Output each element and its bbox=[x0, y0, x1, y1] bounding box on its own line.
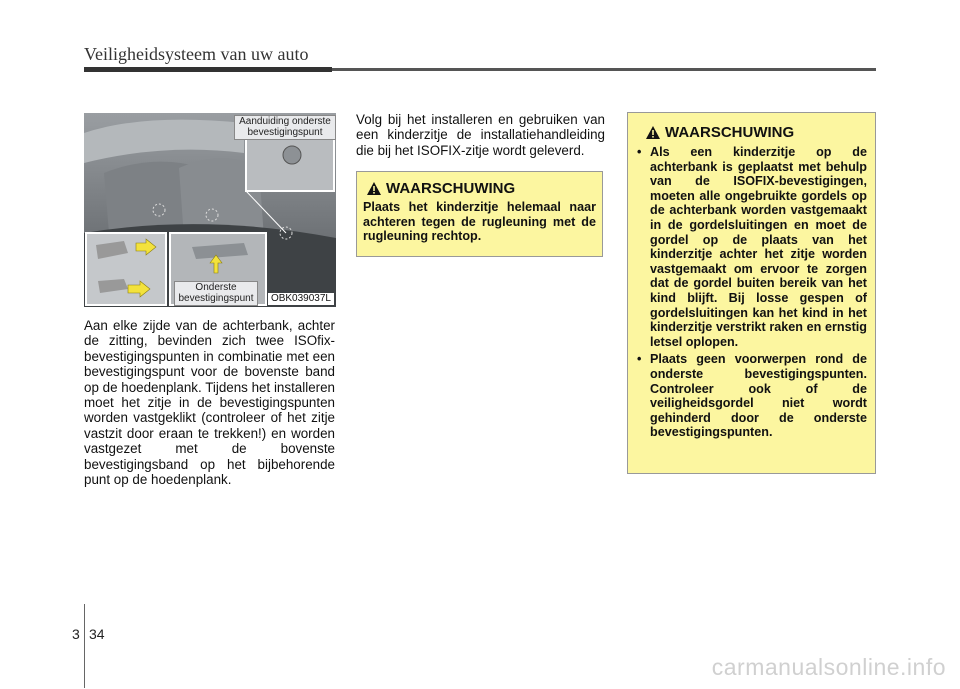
warning-small-text: Plaats het kinderzitje helemaal naar achteren tegen de rugleuning met de rugleuning rechtop. bbox=[363, 200, 596, 244]
warning-list-item-text: Plaats geen voorwerpen rond de onderste bevestigingspunten. Controleer ook of de veiligheidsgordel niet wordt gehinderd door de onderste bevestigingspunten. bbox=[650, 352, 867, 440]
warning-triangle-icon bbox=[367, 182, 381, 195]
warning-small-header bbox=[367, 180, 596, 197]
warning-list-item-text: Als een kinderzitje op de achterbank is geplaatst met behulp van de ISOFIX-bevestigingen, moeten alle ongebruikte gordels op de achterbank worden vastgemaakt in de gordelsluitingen en moet de gordel op de plaats van het kinderzitje achter het zitje worden vastgemaakt om ervoor te zorgen dat de gordel buiten bereik van het kind blijft. Bij losse gespen of gordelsluitingen kan het kind in het kinderzitje verstrikt raken en ernstig letsel oplopen. bbox=[650, 145, 867, 349]
chapter-number: 3 bbox=[72, 626, 80, 642]
warning-list-item bbox=[636, 352, 867, 440]
warning-triangle-icon bbox=[646, 126, 660, 139]
warning-large-list bbox=[636, 145, 867, 440]
bullet: • bbox=[637, 145, 642, 159]
middle-paragraph: Volg bij het installeren en gebruiken van een kinderzitje de installatiehandleiding die bij het ISOFIX-zitje wordt geleverd. bbox=[356, 112, 605, 158]
page-number-divider bbox=[84, 604, 85, 688]
callout-bottom: Onderste bevestigingspunt bbox=[174, 281, 258, 306]
warning-small-title: WAARSCHUWING bbox=[386, 180, 516, 197]
callout-top: Aanduiding onderste bevestigingspunt bbox=[234, 115, 336, 140]
warning-large-title: WAARSCHUWING bbox=[665, 124, 795, 141]
page-header-title: Veiligheidsysteem van uw auto bbox=[84, 44, 309, 64]
rear-seat-illustration bbox=[84, 113, 336, 307]
header-rule bbox=[84, 68, 876, 71]
left-paragraph: Aan elke zijde van de achterbank, achter de zitting, bevinden zich twee ISOfix-bevestigingspunten in combinatie met een bevestigingspunt voor de bovenste band op de hoedenplank. Tijdens het installeren moet het zitje in de bevestigingspunten worden vastgeklikt (controleer of het zitje vastzit door eraan te trekken!) en worden vastgezet met de bovenste bevestigingsband op het bijbehorende punt op de hoedenplank. bbox=[84, 318, 335, 488]
warning-box-large bbox=[627, 112, 876, 474]
warning-large-header bbox=[646, 124, 867, 141]
warning-list-item bbox=[636, 145, 867, 349]
isofix-figure bbox=[84, 113, 336, 307]
watermark-text: carmanualsonline.info bbox=[711, 654, 946, 680]
bullet: • bbox=[637, 352, 642, 367]
warning-box-small bbox=[356, 171, 603, 257]
page-number: 34 bbox=[89, 626, 105, 642]
figure-caption: OBK039037L bbox=[268, 293, 334, 305]
